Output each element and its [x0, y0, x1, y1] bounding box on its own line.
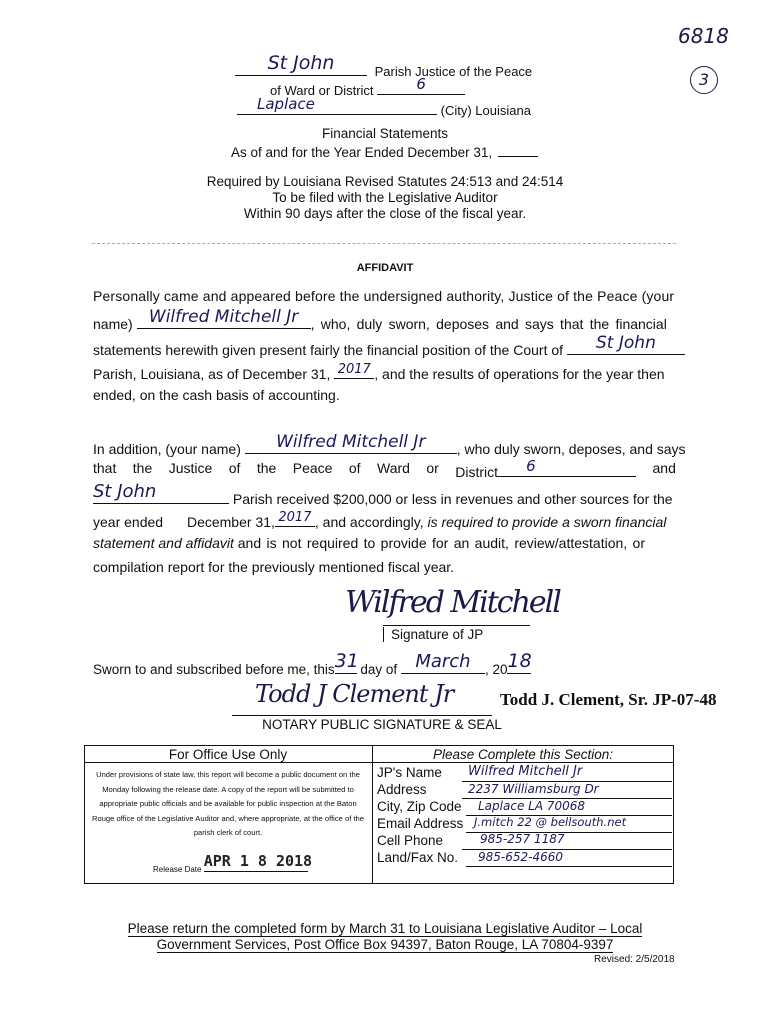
p1-line-2 [93, 307, 676, 332]
req-line-3: Within 90 days after the close of the fiscal year. [243, 206, 527, 221]
jp-signature-graphic: Wilfred Mitchell [345, 585, 560, 620]
fs-period: As of and for the Year Ended December 31, [231, 145, 493, 160]
p2-dec31: December 31, [186, 514, 275, 530]
field-jp-name-label: JP's Name [377, 765, 442, 780]
footer-line-2-text: Government Services, Post Office Box 94397, Baton Rouge, LA 70804-9397 [156, 937, 614, 952]
footer-line-1 [85, 921, 685, 937]
p2-and: and [652, 460, 676, 476]
p1-line-4-rest: , and the results of operations for the year then [374, 366, 665, 382]
p2-district-label: District [455, 464, 499, 480]
p1-year-value: 2017 [337, 362, 371, 377]
city-suffix: (City) Louisiana [440, 103, 531, 118]
p2-line-1 [93, 432, 686, 457]
affidavit-heading: AFFIDAVIT [356, 262, 414, 274]
complete-heading: Please Complete this Section: [432, 747, 614, 762]
parish-suffix: Parish Justice of the Peace [374, 64, 533, 79]
p2-w2: the [132, 460, 153, 476]
jp-signature-line [383, 625, 530, 626]
p2-line-6 [93, 559, 676, 575]
field-landfax-line [466, 866, 672, 867]
p1-line-3 [93, 333, 676, 358]
sworn-row [93, 650, 532, 677]
p2-line-5 [93, 535, 676, 551]
release-row [153, 852, 313, 874]
p2-line-6-text: compilation report for the previously mentioned fiscal year. [93, 559, 455, 575]
p1-line-5-text: ended, on the cash basis of accounting. [93, 387, 340, 403]
p2-accordingly: , and accordingly, [314, 514, 424, 530]
sworn-text-c: , 20 [484, 662, 508, 677]
ward-label: of Ward or District [270, 83, 374, 98]
footer-line-2 [85, 937, 685, 953]
field-address-value: 2237 Williamsburg Dr [468, 782, 599, 796]
p2-year-blank [275, 510, 315, 527]
p2-line-1-rest: , who duly sworn, deposes, and says [456, 441, 686, 457]
p1-name-blank [137, 307, 311, 329]
p2-w6: Peace [292, 460, 333, 476]
city-blank [237, 96, 437, 115]
p1-court-value: St John [596, 333, 656, 353]
city-value: Laplace [257, 95, 315, 113]
field-city-zip-label: City, Zip Code [377, 799, 462, 814]
p1-line-5 [93, 387, 676, 403]
office-heading: For Office Use Only [168, 747, 288, 762]
sworn-day-blank [334, 650, 359, 674]
fs-period-row [231, 143, 538, 160]
field-cell-value: 985-257 1187 [480, 832, 565, 846]
p2-year-ended: year ended [93, 514, 164, 530]
notary-line [232, 715, 492, 716]
field-address-label: Address [377, 782, 427, 797]
p2-line-2 [93, 457, 676, 480]
p2-line-3-text: Parish received $200,000 or less in revenues and other sources for the [232, 491, 673, 507]
release-label: Release Date [153, 865, 202, 874]
jp-signature-label [383, 627, 483, 642]
p1-line-4-text: Parish, Louisiana, as of December 31, [93, 366, 331, 382]
ward-blank [377, 75, 465, 95]
p2-district-blank [498, 457, 636, 477]
sworn-day-value: 31 [334, 650, 359, 672]
p2-year-value: 2017 [278, 510, 312, 525]
field-jp-name-value: Wilfred Mitchell Jr [468, 764, 583, 779]
p1-court-blank [567, 333, 685, 355]
header-city-row [237, 96, 531, 118]
p2-w4: of [228, 460, 241, 476]
p2-w8: Ward [377, 460, 410, 476]
sworn-text-a: Sworn to and subscribed before me, this [93, 662, 335, 677]
field-landfax-value: 985-652-4660 [478, 850, 564, 864]
revised-date: Revised: 2/5/2018 [594, 954, 675, 965]
p1-line-1 [93, 288, 676, 304]
p2-line-4 [93, 510, 676, 530]
p2-required: is required to provide a sworn financial [427, 514, 667, 530]
sworn-month-blank [401, 651, 485, 674]
fs-title: Financial Statements [321, 126, 449, 141]
circled-number-text: 3 [698, 70, 710, 89]
p1-line-2-rest: , who, duly sworn, deposes and says that the financial [310, 316, 667, 332]
p2-statement-affidavit: statement and affidavit [93, 535, 234, 551]
fs-year-blank [498, 143, 538, 157]
sworn-year-blank [507, 650, 532, 674]
p2-name-value: Wilfred Mitchell Jr [276, 432, 426, 452]
req-line-2: To be filed with the Legislative Auditor [272, 190, 498, 205]
field-email-label: Email Address [377, 816, 464, 831]
p2-w9: or [426, 460, 439, 476]
corner-number: 6818 [678, 24, 729, 48]
p2-district-group [455, 457, 636, 480]
p2-parish-value: St John [93, 481, 157, 502]
p2-w3: Justice [168, 460, 213, 476]
footer-line-1-text: Please return the completed form by March 31 to Louisiana Legislative Auditor – Local [127, 921, 643, 936]
p1-line-3-text: statements herewith given present fairly the financial position of the Court of [93, 342, 564, 358]
req-line-1: Required by Louisiana Revised Statutes 24:513 and 24:514 [206, 174, 564, 189]
release-date-stamp: APR 1 8 2018 [203, 852, 313, 870]
p2-parish-blank [93, 481, 229, 504]
p2-district-value: 6 [526, 457, 536, 475]
parish-value: St John [267, 52, 335, 74]
sworn-month-value: March [415, 651, 471, 672]
ward-value: 6 [416, 75, 426, 93]
sworn-text-b: day of [360, 662, 398, 677]
box-header-divider [84, 762, 674, 763]
p2-name-label: In addition, (your name) [93, 441, 241, 457]
corner-circled-number [690, 66, 718, 94]
notary-label: NOTARY PUBLIC SIGNATURE & SEAL [262, 717, 502, 732]
section-divider [92, 243, 676, 244]
p1-line-4 [93, 362, 676, 382]
p1-name-value: Wilfred Mitchell Jr [148, 307, 299, 327]
p2-name-blank [245, 432, 457, 454]
p2-w5: the [256, 460, 277, 476]
notary-stamp: Todd J. Clement, Sr. JP-07-48 [500, 690, 717, 709]
field-email-value: J.mitch 22 @ bellsouth.net [474, 815, 627, 829]
notary-signature-graphic: Todd J Clement Jr [255, 680, 454, 708]
field-cell-label: Cell Phone [377, 833, 444, 848]
p2-line-5-text: and is not required to provide for an audit, review/attestation, or [237, 535, 645, 551]
p2-line-3 [93, 481, 676, 507]
release-blank [203, 852, 313, 872]
p1-name-label: name) [93, 316, 133, 332]
p1-year-blank [334, 362, 374, 379]
field-city-zip-value: Laplace LA 70068 [478, 799, 586, 813]
p1-line-1-text: Personally came and appeared before the undersigned authority, Justice of the Peace (your [93, 288, 675, 304]
field-landfax-label: Land/Fax No. [377, 850, 459, 865]
p2-w1: that [93, 460, 117, 476]
sworn-year-value: 18 [507, 650, 532, 672]
jp-signature-label-text: Signature of JP [391, 627, 484, 642]
p2-w7: of [348, 460, 361, 476]
parish-blank [235, 52, 367, 76]
office-text: Under provisions of state law, this report will become a public document on the Monday following the release date. A copy of the report will be submitted to appropriate public officials and be available for public inspection at the Baton Rouge office of the Legislative Auditor and, where appropriate, at the office of the parish clerk of court. [91, 770, 364, 837]
